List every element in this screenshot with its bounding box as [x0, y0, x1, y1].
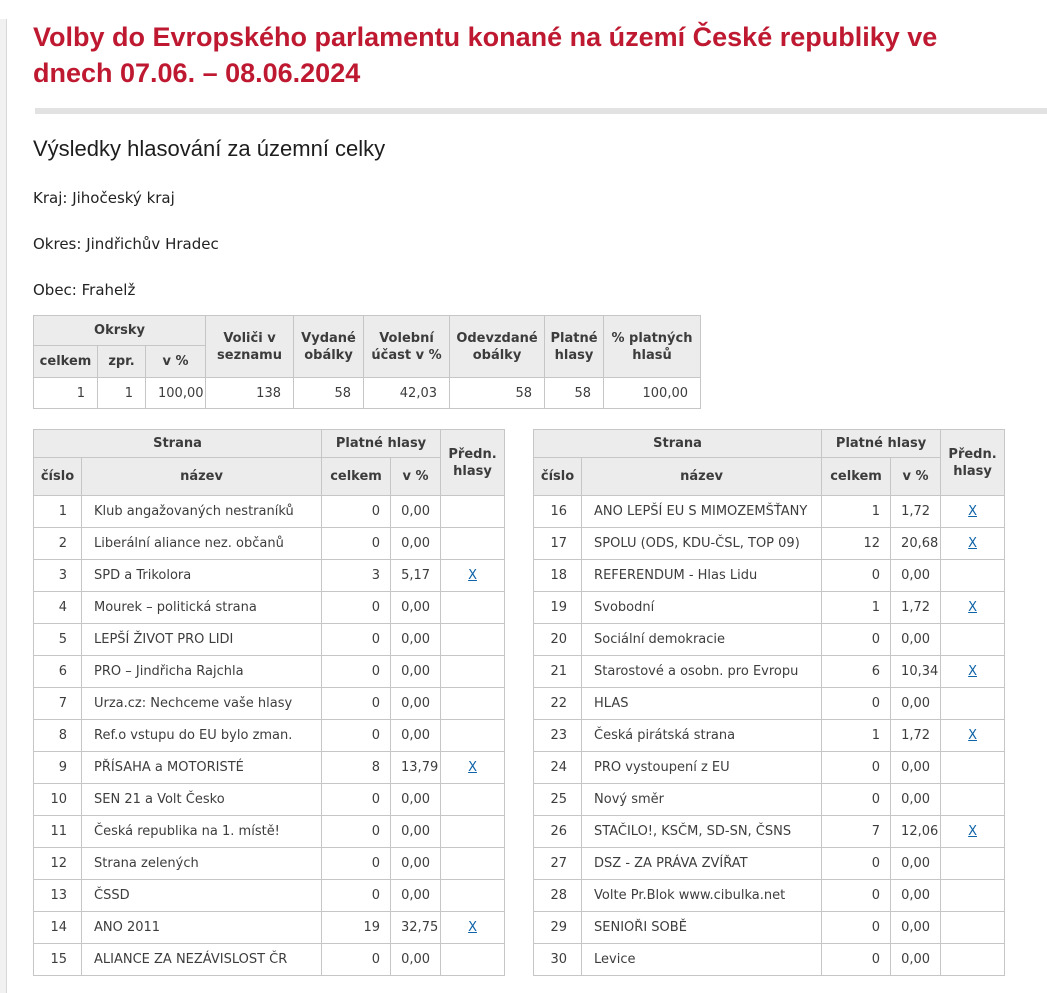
- party-votes-percent: 32,75: [391, 912, 441, 944]
- party-number: 29: [534, 912, 582, 944]
- obec-value: Frahelž: [81, 281, 136, 299]
- pref-votes-link[interactable]: X: [968, 728, 978, 743]
- pref-votes-link[interactable]: X: [968, 536, 978, 551]
- party-votes-percent: 0,00: [891, 624, 941, 656]
- party-row: [534, 752, 1005, 784]
- turnout-summary-row: [34, 378, 701, 409]
- okrsky-celkem-value: 1: [34, 378, 98, 409]
- party-number: 23: [534, 720, 582, 752]
- header-platne-hlasy: Platné hlasy: [322, 430, 441, 458]
- header-celkem: celkem: [822, 458, 891, 496]
- party-number: 9: [34, 752, 82, 784]
- pref-votes-cell: [941, 528, 1005, 560]
- party-votes-percent: 0,00: [391, 496, 441, 528]
- party-row: [534, 784, 1005, 816]
- header-celkem: celkem: [322, 458, 391, 496]
- title-divider: [35, 108, 1047, 114]
- party-name: Česká republika na 1. místě!: [82, 816, 322, 848]
- party-name: Liberální aliance nez. občanů: [82, 528, 322, 560]
- party-results-table-left: [33, 429, 505, 976]
- party-name: Levice: [582, 944, 822, 976]
- party-votes-percent: 0,00: [391, 720, 441, 752]
- party-number: 6: [34, 656, 82, 688]
- party-row: [534, 912, 1005, 944]
- pref-votes-cell: [941, 720, 1005, 752]
- header-nazev: název: [582, 458, 822, 496]
- party-name: DSZ - ZA PRÁVA ZVÍŘAT: [582, 848, 822, 880]
- party-row: [534, 880, 1005, 912]
- party-name: PRO vystoupení z EU: [582, 752, 822, 784]
- party-votes-percent: 0,00: [391, 688, 441, 720]
- party-number: 27: [534, 848, 582, 880]
- party-number: 30: [534, 944, 582, 976]
- header-okrsky-v-pct: v %: [146, 346, 206, 378]
- party-name: HLAS: [582, 688, 822, 720]
- party-row: [34, 656, 505, 688]
- party-votes-total: 0: [822, 784, 891, 816]
- party-name: Mourek – politická strana: [82, 592, 322, 624]
- pref-votes-link[interactable]: X: [968, 824, 978, 839]
- party-number: 25: [534, 784, 582, 816]
- party-votes-percent: 0,00: [891, 784, 941, 816]
- party-votes-total: 12: [822, 528, 891, 560]
- pref-votes-cell: [441, 688, 505, 720]
- pref-votes-cell: [441, 592, 505, 624]
- party-row: [534, 656, 1005, 688]
- party-number: 5: [34, 624, 82, 656]
- party-name: ČSSD: [82, 880, 322, 912]
- header-cislo: číslo: [34, 458, 82, 496]
- party-votes-percent: 20,68: [891, 528, 941, 560]
- pref-votes-cell: [441, 816, 505, 848]
- party-row: [34, 592, 505, 624]
- party-row: [34, 624, 505, 656]
- party-votes-total: 0: [822, 688, 891, 720]
- party-row: [534, 688, 1005, 720]
- results-page: [33, 19, 1047, 976]
- party-votes-total: 0: [822, 752, 891, 784]
- header-platne-hlasy: Platné hlasy: [822, 430, 941, 458]
- party-votes-total: 0: [322, 656, 391, 688]
- party-number: 17: [534, 528, 582, 560]
- party-row: [34, 816, 505, 848]
- pref-votes-link[interactable]: X: [468, 920, 477, 935]
- pref-votes-cell: [941, 656, 1005, 688]
- party-number: 3: [34, 560, 82, 592]
- party-votes-total: 19: [322, 912, 391, 944]
- pref-votes-cell: [941, 560, 1005, 592]
- party-number: 18: [534, 560, 582, 592]
- party-row: [34, 720, 505, 752]
- party-votes-percent: 0,00: [391, 784, 441, 816]
- party-votes-total: 0: [822, 944, 891, 976]
- party-votes-total: 0: [322, 720, 391, 752]
- party-votes-total: 3: [322, 560, 391, 592]
- party-number: 10: [34, 784, 82, 816]
- party-number: 12: [34, 848, 82, 880]
- party-votes-total: 0: [322, 528, 391, 560]
- pref-votes-cell: [441, 880, 505, 912]
- party-number: 14: [34, 912, 82, 944]
- party-name: ALIANCE ZA NEZÁVISLOST ČR: [82, 944, 322, 976]
- party-votes-total: 8: [322, 752, 391, 784]
- party-votes-percent: 0,00: [891, 848, 941, 880]
- party-votes-total: 0: [822, 624, 891, 656]
- party-votes-total: 0: [322, 784, 391, 816]
- header-v-pct: v %: [891, 458, 941, 496]
- page-left-margin-strip: [0, 19, 7, 993]
- party-row: [34, 560, 505, 592]
- party-votes-percent: 0,00: [391, 528, 441, 560]
- party-votes-percent: 1,72: [891, 720, 941, 752]
- party-name: Urza.cz: Nechceme vaše hlasy: [82, 688, 322, 720]
- party-row: [34, 528, 505, 560]
- party-number: 24: [534, 752, 582, 784]
- party-row: [534, 528, 1005, 560]
- party-name: SENIOŘI SOBĚ: [582, 912, 822, 944]
- kraj-line: [33, 189, 1005, 208]
- party-number: 1: [34, 496, 82, 528]
- party-row: [34, 688, 505, 720]
- party-row: [34, 784, 505, 816]
- party-votes-percent: 0,00: [391, 848, 441, 880]
- party-votes-total: 7: [822, 816, 891, 848]
- party-votes-percent: 13,79: [391, 752, 441, 784]
- platne-hlasy-value: 58: [545, 378, 604, 409]
- party-name: Starostové a osobn. pro Evropu: [582, 656, 822, 688]
- party-votes-percent: 0,00: [891, 688, 941, 720]
- okres-label: Okres:: [33, 235, 82, 253]
- party-number: 7: [34, 688, 82, 720]
- party-row: [534, 720, 1005, 752]
- party-votes-percent: 0,00: [391, 592, 441, 624]
- pref-votes-cell: [441, 848, 505, 880]
- party-name: Ref.o vstupu do EU bylo zman.: [82, 720, 322, 752]
- party-votes-percent: 12,06: [891, 816, 941, 848]
- kraj-label: Kraj:: [33, 189, 68, 207]
- volebni-ucast-value: 42,03: [364, 378, 450, 409]
- obec-label: Obec:: [33, 281, 77, 299]
- header-predn-hlasy: Předn. hlasy: [941, 430, 1005, 496]
- party-votes-percent: 0,00: [391, 816, 441, 848]
- party-name: Strana zelených: [82, 848, 322, 880]
- party-number: 22: [534, 688, 582, 720]
- party-row: [534, 944, 1005, 976]
- party-tables-row: [33, 429, 1005, 976]
- pref-votes-cell: [941, 624, 1005, 656]
- party-row: [534, 496, 1005, 528]
- party-votes-total: 0: [322, 816, 391, 848]
- pref-votes-cell: [941, 752, 1005, 784]
- party-number: 4: [34, 592, 82, 624]
- party-number: 20: [534, 624, 582, 656]
- party-number: 16: [534, 496, 582, 528]
- header-okrsky-celkem: celkem: [34, 346, 98, 378]
- pref-votes-cell: [441, 496, 505, 528]
- party-name: LEPŠÍ ŽIVOT PRO LIDI: [82, 624, 322, 656]
- party-votes-percent: 5,17: [391, 560, 441, 592]
- party-votes-percent: 1,72: [891, 496, 941, 528]
- obec-line: [33, 281, 1005, 300]
- party-number: 13: [34, 880, 82, 912]
- party-name: PŘÍSAHA a MOTORISTÉ: [82, 752, 322, 784]
- header-volici-v-seznamu: Voliči v seznamu: [206, 316, 294, 378]
- party-votes-total: 0: [822, 848, 891, 880]
- party-number: 26: [534, 816, 582, 848]
- party-votes-total: 0: [322, 944, 391, 976]
- party-name: SPD a Trikolora: [82, 560, 322, 592]
- okres-value: Jindřichův Hradec: [86, 235, 219, 253]
- pref-votes-cell: [941, 592, 1005, 624]
- party-results-table-right: [533, 429, 1005, 976]
- party-number: 21: [534, 656, 582, 688]
- header-vydane-obalky: Vydané obálky: [294, 316, 364, 378]
- pref-votes-cell: [441, 912, 505, 944]
- party-row: [34, 848, 505, 880]
- party-row: [34, 880, 505, 912]
- party-name: Nový směr: [582, 784, 822, 816]
- pref-votes-cell: [941, 816, 1005, 848]
- party-votes-percent: 10,34: [891, 656, 941, 688]
- party-votes-percent: 0,00: [391, 944, 441, 976]
- party-votes-total: 0: [322, 592, 391, 624]
- party-name: Klub angažovaných nestraníků: [82, 496, 322, 528]
- party-votes-total: 0: [322, 688, 391, 720]
- party-row: [534, 592, 1005, 624]
- party-votes-total: 0: [322, 496, 391, 528]
- party-number: 2: [34, 528, 82, 560]
- vydane-obalky-value: 58: [294, 378, 364, 409]
- party-name: STAČILO!, KSČM, SD-SN, ČSNS: [582, 816, 822, 848]
- pref-votes-cell: [441, 752, 505, 784]
- party-name: REFERENDUM - Hlas Lidu: [582, 560, 822, 592]
- pref-votes-cell: [441, 720, 505, 752]
- party-row: [34, 944, 505, 976]
- pref-votes-cell: [941, 880, 1005, 912]
- party-row: [534, 816, 1005, 848]
- header-odevzdane-obalky: Odevzdané obálky: [450, 316, 545, 378]
- party-row: [534, 560, 1005, 592]
- party-row: [534, 848, 1005, 880]
- header-cislo: číslo: [534, 458, 582, 496]
- party-votes-total: 0: [322, 880, 391, 912]
- pref-votes-link[interactable]: X: [968, 600, 978, 615]
- party-votes-total: 0: [822, 560, 891, 592]
- party-votes-percent: 0,00: [891, 560, 941, 592]
- party-votes-total: 6: [822, 656, 891, 688]
- party-number: 28: [534, 880, 582, 912]
- party-number: 15: [34, 944, 82, 976]
- party-number: 19: [534, 592, 582, 624]
- party-row: [534, 624, 1005, 656]
- pref-votes-cell: [941, 496, 1005, 528]
- header-v-pct: v %: [391, 458, 441, 496]
- party-votes-percent: 0,00: [391, 880, 441, 912]
- header-platne-hlasy: Platné hlasy: [545, 316, 604, 378]
- party-votes-total: 0: [322, 848, 391, 880]
- party-votes-total: 0: [822, 912, 891, 944]
- party-name: ANO LEPŠÍ EU S MIMOZEMŠŤANY: [582, 496, 822, 528]
- pref-votes-cell: [941, 784, 1005, 816]
- header-strana: Strana: [34, 430, 322, 458]
- header-nazev: název: [82, 458, 322, 496]
- party-votes-total: 1: [822, 720, 891, 752]
- pref-votes-cell: [941, 912, 1005, 944]
- header-okrsky-zpr: zpr.: [98, 346, 146, 378]
- pref-votes-link[interactable]: X: [468, 760, 477, 775]
- party-number: 11: [34, 816, 82, 848]
- party-votes-percent: 0,00: [891, 944, 941, 976]
- section-title: Výsledky hlasování za územní celky: [33, 136, 386, 161]
- party-votes-percent: 1,72: [891, 592, 941, 624]
- pref-votes-link[interactable]: X: [968, 504, 978, 519]
- page-title: Volby do Evropského parlamentu konané na území České republiky ve dnech 07.06. – 08.06.2024: [33, 22, 938, 88]
- party-votes-percent: 0,00: [891, 880, 941, 912]
- pref-votes-cell: [441, 560, 505, 592]
- pref-votes-link[interactable]: X: [968, 664, 978, 679]
- okrsky-v-pct-value: 100,00: [146, 378, 206, 409]
- odevzdane-obalky-value: 58: [450, 378, 545, 409]
- party-votes-total: 0: [822, 880, 891, 912]
- party-name: PRO – Jindřicha Rajchla: [82, 656, 322, 688]
- party-name: Česká pirátská strana: [582, 720, 822, 752]
- pref-votes-cell: [941, 688, 1005, 720]
- header-pct-platnych-hlasu: % platných hlasů: [604, 316, 701, 378]
- kraj-value: Jihočeský kraj: [72, 189, 175, 207]
- turnout-summary-table: [33, 315, 701, 409]
- party-name: Volte Pr.Blok www.cibulka.net: [582, 880, 822, 912]
- header-predn-hlasy: Předn. hlasy: [441, 430, 505, 496]
- pref-votes-cell: [441, 784, 505, 816]
- okres-line: [33, 235, 1005, 254]
- pct-platnych-hlasu-value: 100,00: [604, 378, 701, 409]
- party-votes-total: 1: [822, 496, 891, 528]
- party-name: SEN 21 a Volt Česko: [82, 784, 322, 816]
- header-strana: Strana: [534, 430, 822, 458]
- party-row: [34, 496, 505, 528]
- party-votes-percent: 0,00: [391, 656, 441, 688]
- party-votes-percent: 0,00: [891, 912, 941, 944]
- header-okrsky: Okrsky: [34, 316, 206, 346]
- party-votes-total: 0: [322, 624, 391, 656]
- pref-votes-link[interactable]: X: [468, 568, 477, 583]
- party-name: Sociální demokracie: [582, 624, 822, 656]
- party-name: Svobodní: [582, 592, 822, 624]
- party-number: 8: [34, 720, 82, 752]
- pref-votes-cell: [441, 624, 505, 656]
- header-volebni-ucast: Volební účast v %: [364, 316, 450, 378]
- party-row: [34, 752, 505, 784]
- pref-votes-cell: [441, 528, 505, 560]
- pref-votes-cell: [941, 944, 1005, 976]
- pref-votes-cell: [941, 848, 1005, 880]
- party-name: SPOLU (ODS, KDU-ČSL, TOP 09): [582, 528, 822, 560]
- okrsky-zpr-value: 1: [98, 378, 146, 409]
- party-votes-percent: 0,00: [891, 752, 941, 784]
- party-votes-percent: 0,00: [391, 624, 441, 656]
- volici-value: 138: [206, 378, 294, 409]
- party-votes-total: 1: [822, 592, 891, 624]
- party-name: ANO 2011: [82, 912, 322, 944]
- party-row: [34, 912, 505, 944]
- pref-votes-cell: [441, 656, 505, 688]
- pref-votes-cell: [441, 944, 505, 976]
